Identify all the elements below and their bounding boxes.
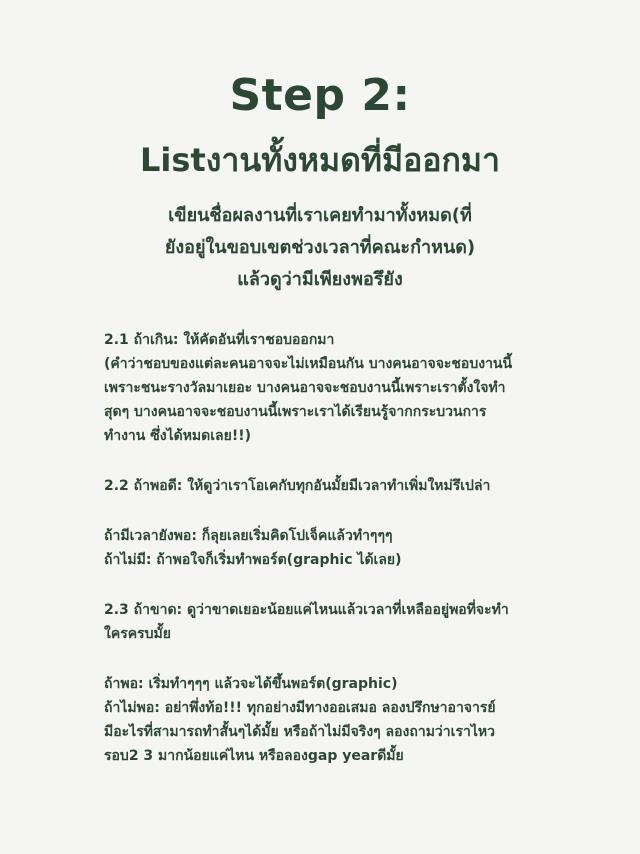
text-line: ถ้าไม่พอ: อย่าพึ่งท้อ!!! ทุกอย่างมีทางออเสมอ ลองปรึกษาอาจารย์ (104, 700, 496, 716)
text-line: 2.2 ถ้าพอดี: ให้ดูว่าเราโอเคกับทุกอันมั้ยมีเวลาทำเพิ่มใหม่รึเปล่า (104, 478, 491, 494)
paragraph-gap (104, 646, 544, 672)
text-line: ถ้าพอ: เริ่มทำๆๆๆ แล้วจะได้ขึ้นพอร์ต(graphic) (104, 676, 398, 692)
intro-line: เขียนชื่อผลงานที่เราเคยทำมาทั้งหมด(ที่ (168, 205, 472, 226)
paragraph-gap (104, 498, 544, 524)
text-line: ถ้ามีเวลายังพอ: ก็ลุยเลยเริ่มคิดโปเจ็คแล้วทำๆๆๆ (104, 528, 393, 544)
body-text (104, 328, 544, 768)
text-line: สุดๆ บางคนอาจจะชอบงานนี้เพราะเราได้เรียนรู้จากกระบวนการ (104, 404, 487, 420)
text-line: เพราะชนะรางวัลมาเยอะ บางคนอาจจะชอบงานนี้เพราะเราตั้งใจทำ (104, 380, 506, 396)
intro-line: ยังอยู่ในขอบเขตช่วงเวลาที่คณะกำหนด) (164, 237, 476, 258)
paragraph-gap (104, 448, 544, 474)
intro-paragraph (60, 200, 580, 296)
text-line: 2.1 ถ้าเกิน: ให้คัดอันที่เราชอบออกมา (104, 332, 335, 348)
intro-line: แล้วดูว่ามีเพียงพอรึยัง (237, 269, 403, 290)
text-line: รอบ2 3 มากน้อยแค่ไหน หรือลองgap yearดีมั้ย (104, 748, 404, 764)
section-2-1 (104, 328, 544, 448)
text-line: ใครครบมั้ย (104, 626, 171, 642)
section-2-3-options (104, 672, 544, 768)
step-title: Step 2: (229, 70, 411, 121)
section-2-2 (104, 474, 544, 498)
text-line: ถ้าไม่มี: ถ้าพอใจก็เริ่มทำพอร์ต(graphic ได้เลย) (104, 552, 402, 568)
section-2-3 (104, 598, 544, 646)
text-line: มีอะไรที่สามารถทำสั้นๆได้มั้ย หรือถ้าไม่มีจริงๆ ลองถามว่าเราไหว (104, 724, 495, 740)
section-2-2-options (104, 524, 544, 572)
text-line: ทำงาน ซึ่งได้หมดเลย!!) (104, 428, 251, 444)
text-line: 2.3 ถ้าขาด: ดูว่าขาดเยอะน้อยแค่ไหนแล้วเวลาที่เหลืออยู่พอที่จะทำ (104, 602, 509, 618)
paragraph-gap (104, 572, 544, 598)
page-subtitle: Listงานทั้งหมดที่มีออกมา (140, 141, 500, 179)
text-line: (คำว่าชอบของแต่ละคนอาจจะไม่เหมือนกัน บางคนอาจจะชอบงานนี้ (104, 356, 513, 372)
